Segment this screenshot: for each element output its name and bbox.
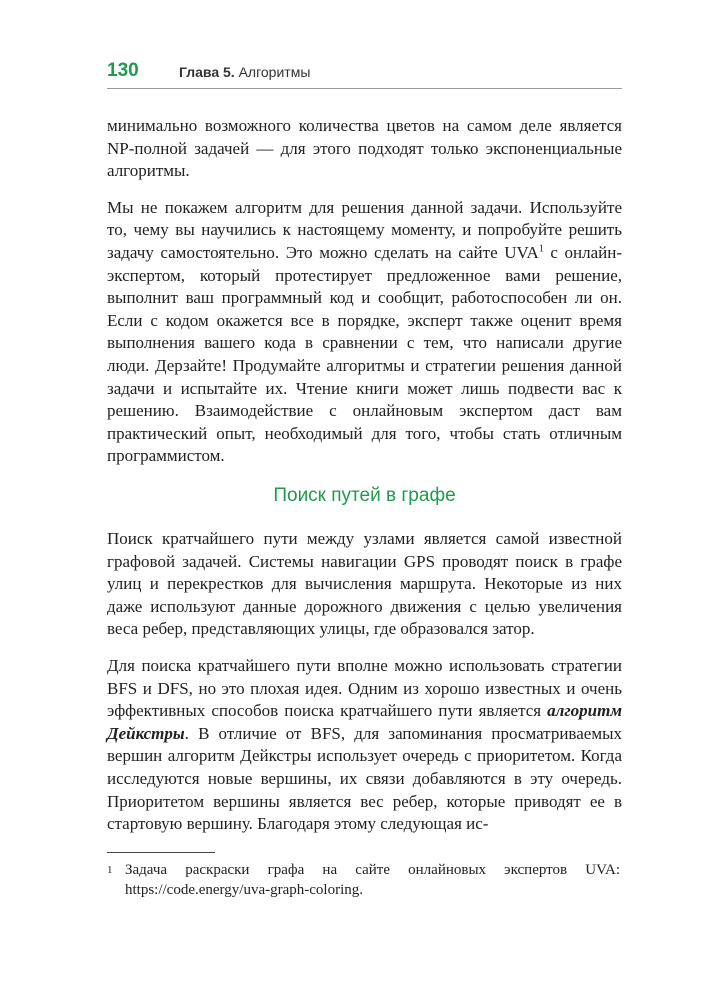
running-header xyxy=(107,58,622,89)
paragraph xyxy=(107,197,622,468)
running-title xyxy=(179,64,310,80)
paragraph-text: Для поиска кратчайшего пути вполне можно использовать стратегии BFS и DFS, но это плохая идея. Одним из хорошо известных и очень эффективных способов поиска кратчайшего пути является xyxy=(107,655,622,721)
paragraph-text: с онлайн-экспертом, который протестирует предложенное вами решение, выполнит ваш программный код и сообщит, работоспособен ли он. Если с кодом окажется все в порядке, эксперт также оценит время выполнения вашего кода в сравнении с тем, что написали другие люди. Дерзайте! Продумайте алгоритмы и стратегии решения данной задачи и испытайте их. Чтение книги может лишь подвести вас к решению. Взаимодействие с онлайновым экспертом даст вам практический опыт, необходимый для того, чтобы стать отличным программистом. xyxy=(107,242,622,466)
footnote-divider xyxy=(107,852,215,853)
page-number: 130 xyxy=(107,60,139,81)
chapter-title: Алгоритмы xyxy=(238,64,311,80)
chapter-label: Глава 5. xyxy=(179,64,235,80)
paragraph-text: . В отличие от BFS, для запоминания просматриваемых вершин алгоритм Дейкстры использует очередь с приоритетом. Когда исследуются новые вершины, их связи добавляются в эту очередь. Приоритетом вершины является вес ребер, которые приводят ее в стартовую вершину. Благодаря этому следующая ис- xyxy=(107,723,622,834)
footnote xyxy=(107,860,622,900)
body-text-section xyxy=(107,528,622,850)
footnote-reference: 1 xyxy=(538,243,544,255)
section-title: Поиск путей в графе xyxy=(273,485,456,506)
footnote-number: 1 xyxy=(107,864,113,876)
paragraph xyxy=(107,655,622,836)
paragraph: Поиск кратчайшего пути между узлами является самой известной графовой задачей. Системы навигации GPS проводят поиск в графе улиц и перекрестков для вычисления маршрута. Некоторые из них даже используют данные дорожного движения с целью увеличения веса ребер, представляющих улицы, где образовался затор. xyxy=(107,529,622,639)
paragraph-text: Мы не покажем алгоритм для решения данной задачи. Используйте то, чему вы научились к настоящему моменту, и попробуйте решить задачу самостоятельно. Это можно сделать на сайте UVA xyxy=(107,197,622,262)
emphasized-term: алгоритм Дейкстры xyxy=(107,701,622,743)
paragraph: минимально возможного количества цветов на самом деле является NP-полной задачей — для этого подходят только экспоненциальные алгоритмы. xyxy=(107,116,622,181)
footnote-text: Задача раскраски графа на сайте онлайновых экспертов UVA: https://code.energy/uva-graph-coloring. xyxy=(125,862,620,898)
body-text-top xyxy=(107,115,622,482)
